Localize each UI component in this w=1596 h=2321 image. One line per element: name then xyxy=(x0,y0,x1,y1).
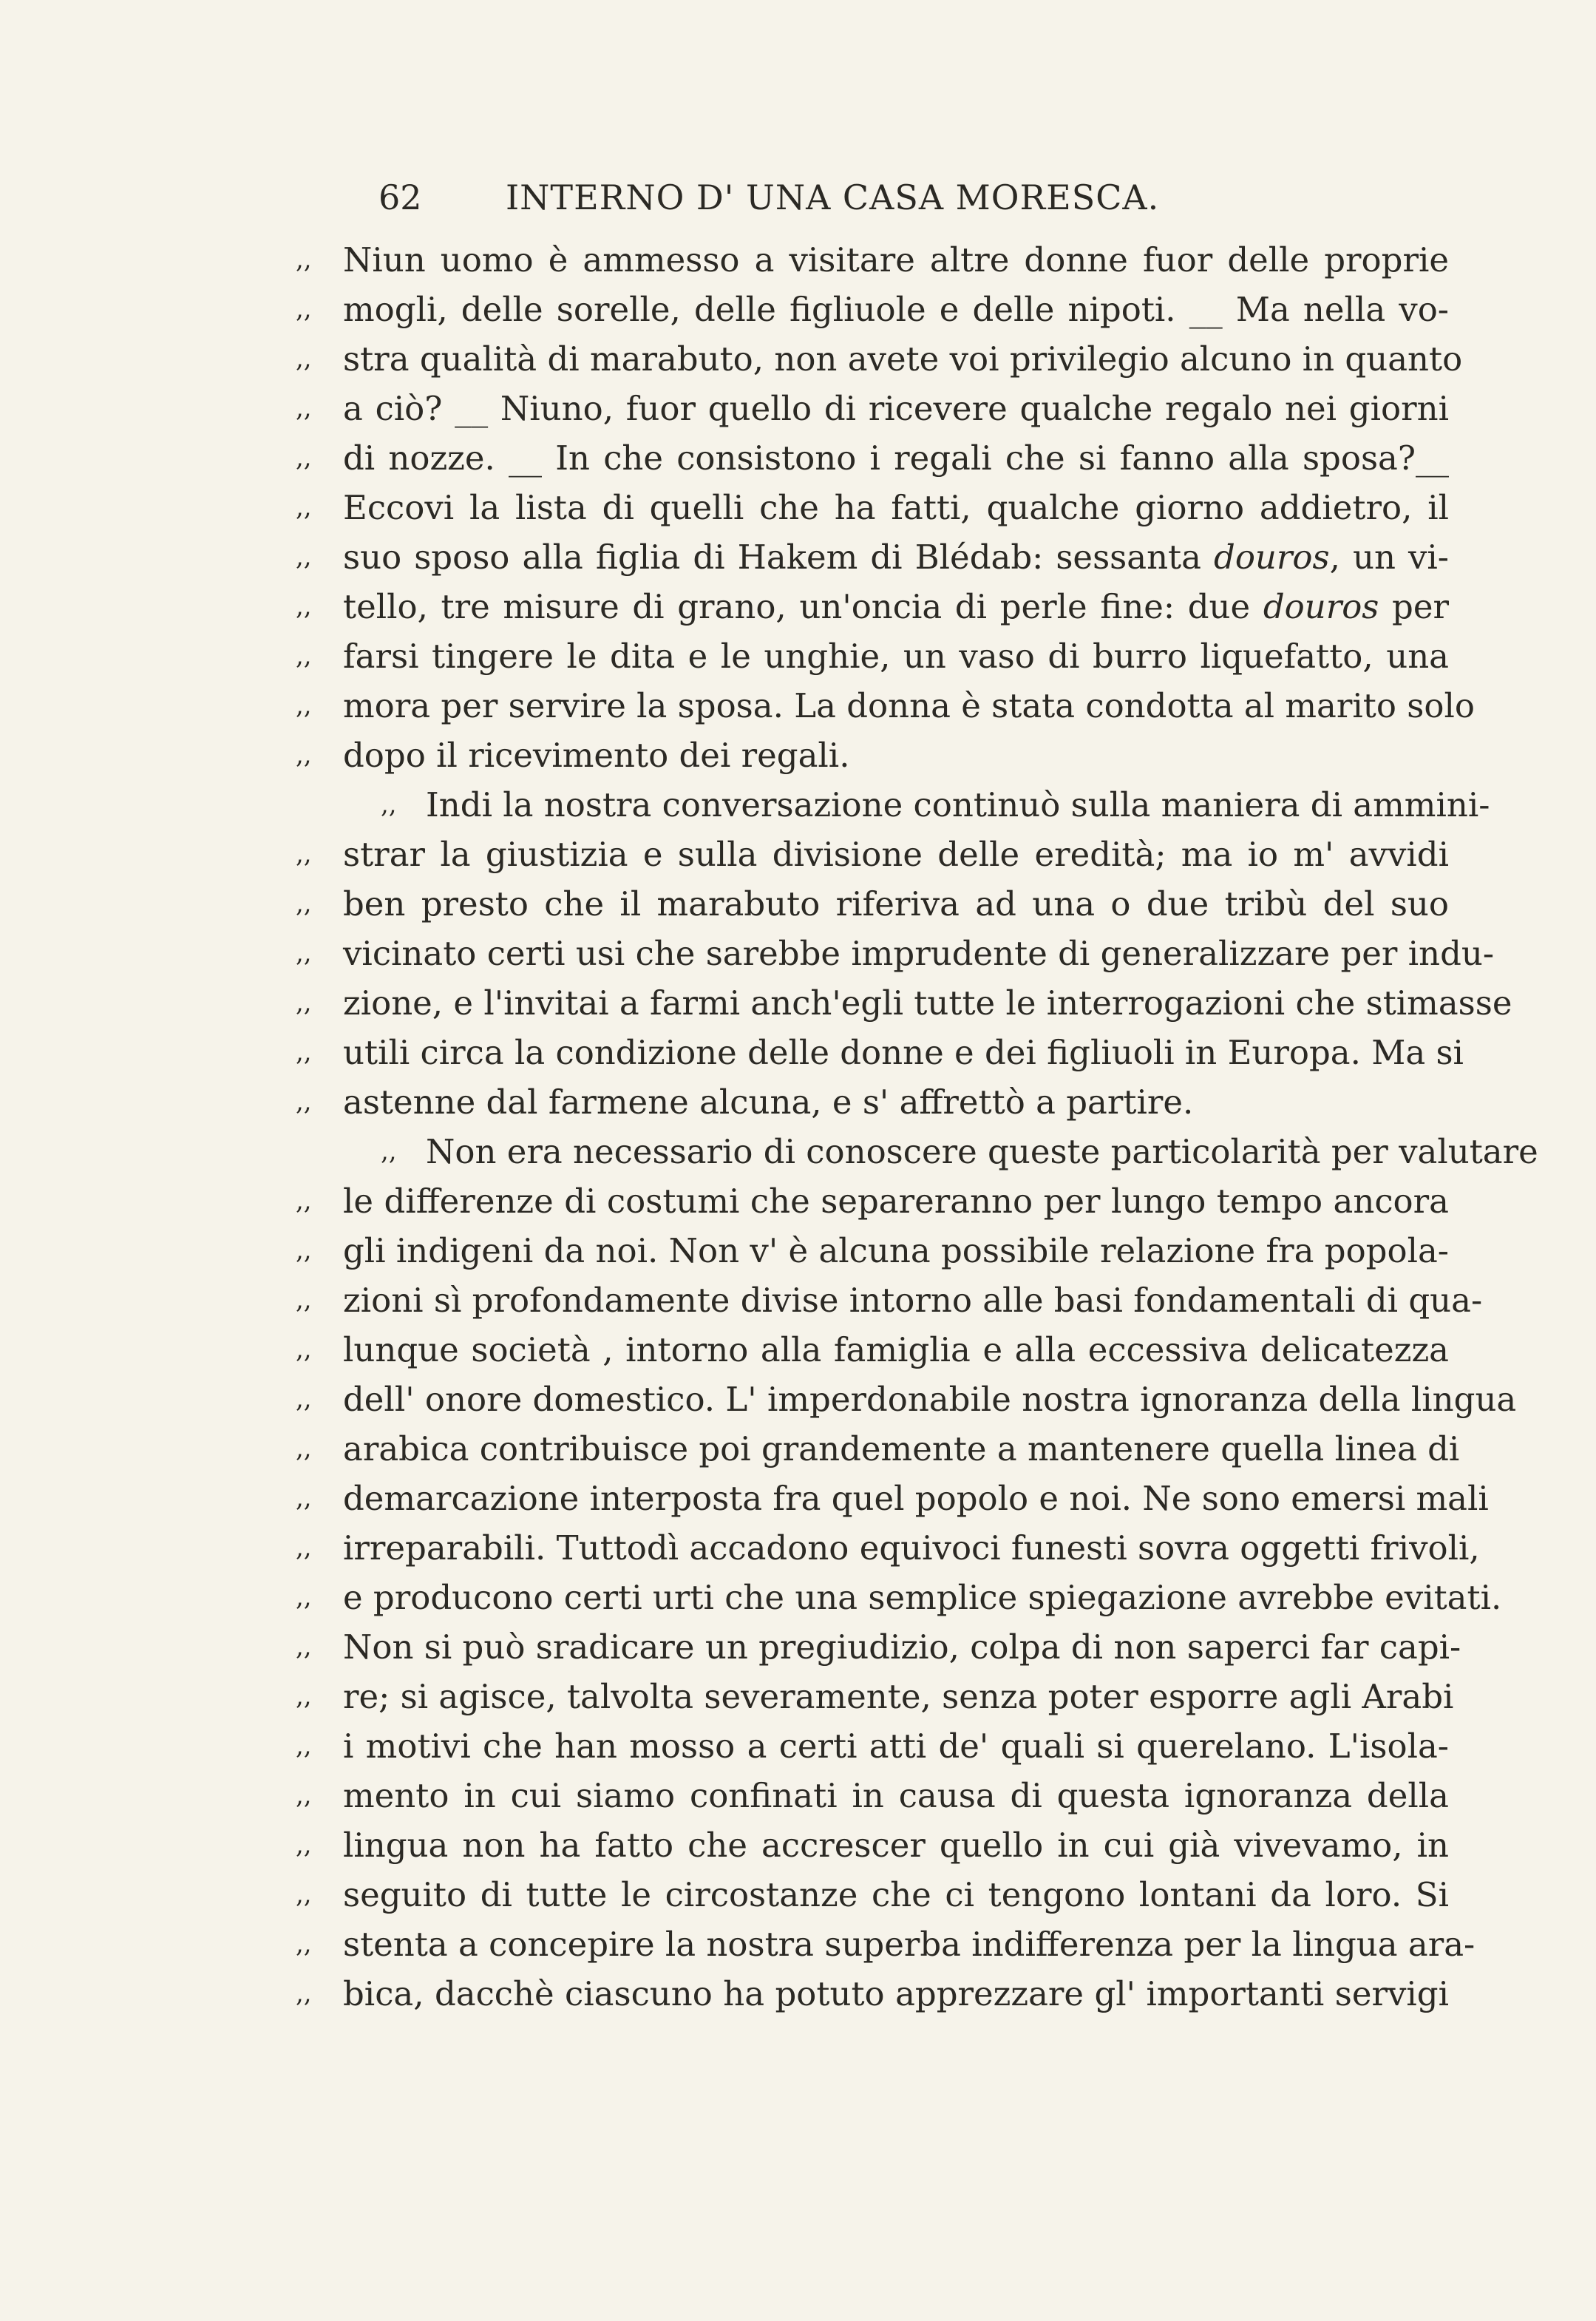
italic-term: douros xyxy=(1263,587,1379,626)
quote-mark: ,, xyxy=(296,1335,312,1364)
line-text: gli indigeni da noi. Non v' è alcuna possibile relazione fra popola- xyxy=(343,1231,1449,1270)
line-text: seguito di tutte le circostanze che ci tengono lontani da loro. Si xyxy=(343,1875,1449,1914)
italic-term: douros xyxy=(1214,538,1330,577)
text-line xyxy=(296,631,1449,681)
quote-mark: ,, xyxy=(296,344,312,373)
text-line xyxy=(296,1672,1454,1721)
quote-mark: ,, xyxy=(296,1780,312,1810)
quote-mark: ,, xyxy=(296,1681,312,1711)
line-text: stra qualità di marabuto, non avete voi privilegio alcuno in quanto xyxy=(343,339,1463,379)
quote-mark: ,, xyxy=(296,1533,312,1562)
text-line xyxy=(296,681,1475,731)
quote-mark: ,, xyxy=(296,1830,312,1860)
line-text: mogli, delle sorelle, delle figliuole e delle nipoti. __ Ma nella vo- xyxy=(343,290,1449,329)
line-text: arabica contribuisce poi grandemente a mantenere quella linea di xyxy=(343,1429,1460,1468)
page-number: 62 xyxy=(378,177,422,217)
line-text: e producono certi urti che una semplice spiegazione avrebbe evitati. xyxy=(343,1578,1502,1617)
text-line xyxy=(296,1622,1461,1672)
text-line xyxy=(296,1920,1476,1969)
text-line xyxy=(296,1573,1502,1622)
text-line xyxy=(296,235,1449,285)
text-line xyxy=(296,1275,1483,1325)
text-line xyxy=(296,1969,1449,2019)
line-text: Non era necessario di conoscere queste particolarità per valutare xyxy=(426,1132,1538,1171)
line-text: strar la giustizia e sulla divisione delle eredità; ma io m' avvidi xyxy=(343,835,1449,874)
quote-mark: ,, xyxy=(296,294,312,324)
text-line xyxy=(296,978,1512,1028)
quote-mark: ,, xyxy=(296,592,312,621)
line-text: astenne dal farmene alcuna, e s' affrettò a partire. xyxy=(343,1082,1194,1122)
quote-mark: ,, xyxy=(296,1087,312,1117)
text-line xyxy=(296,384,1449,433)
line-text: zioni sì profondamente divise intorno alle basi fondamentali di qua- xyxy=(343,1281,1483,1320)
line-text: di nozze. __ In che consistono i regali che si fanno alla sposa?__ xyxy=(343,438,1449,478)
text-line xyxy=(296,1375,1517,1424)
line-text: Niun uomo è ammesso a visitare altre donne fuor delle proprie xyxy=(343,240,1449,279)
quote-mark: ,, xyxy=(296,542,312,572)
line-text: farsi tingere le dita e le unghie, un vaso di burro liquefatto, una xyxy=(343,637,1449,676)
text-line xyxy=(296,929,1495,978)
body-text xyxy=(296,235,1538,2019)
line-text: Eccovi la lista di quelli che ha fatti, qualche giorno addietro, il xyxy=(343,488,1449,527)
line-text: re; si agisce, talvolta severamente, senza poter esporre agli Arabi xyxy=(343,1677,1454,1716)
text-line xyxy=(296,1325,1449,1375)
line-text: per xyxy=(1379,587,1449,626)
running-title: INTERNO D' UNA CASA MORESCA. xyxy=(506,177,1160,217)
quote-mark: ,, xyxy=(296,1929,312,1959)
text-line xyxy=(296,582,1449,631)
text-line xyxy=(296,1127,1538,1176)
line-text: mento in cui siamo confinati in causa di questa ignoranza della xyxy=(343,1776,1449,1815)
line-text: le differenze di costumi che separeranno per lungo tempo ancora xyxy=(343,1182,1449,1221)
quote-mark: ,, xyxy=(296,443,312,472)
text-line xyxy=(296,1820,1449,1870)
line-text: a ciò? __ Niuno, fuor quello di ricevere qualche regalo nei giorni xyxy=(343,389,1449,428)
quote-mark: ,, xyxy=(296,1384,312,1414)
text-line xyxy=(296,1028,1464,1077)
quote-mark: ,, xyxy=(296,1434,312,1463)
line-text: demarcazione interposta fra quel popolo e noi. Ne sono emersi mali xyxy=(343,1479,1489,1518)
text-line xyxy=(296,1077,1449,1127)
quote-mark: ,, xyxy=(296,393,312,423)
text-line xyxy=(296,1870,1449,1920)
line-text: , un vi- xyxy=(1329,538,1449,577)
quote-mark: ,, xyxy=(296,938,312,968)
quote-mark: ,, xyxy=(381,1136,397,1166)
text-line xyxy=(296,433,1449,483)
text-line xyxy=(296,879,1449,929)
line-text: dell' onore domestico. L' imperdonabile nostra ignoranza della lingua xyxy=(343,1380,1517,1419)
quote-mark: ,, xyxy=(296,1880,312,1909)
quote-mark: ,, xyxy=(296,839,312,869)
quote-mark: ,, xyxy=(296,740,312,770)
quote-mark: ,, xyxy=(296,1582,312,1612)
text-line xyxy=(296,334,1463,384)
quote-mark: ,, xyxy=(296,1037,312,1067)
line-text: i motivi che han mosso a certi atti de' quali si querelano. L'isola- xyxy=(343,1727,1449,1766)
quote-mark: ,, xyxy=(296,245,312,274)
quote-mark: ,, xyxy=(296,492,312,522)
quote-mark: ,, xyxy=(296,691,312,720)
quote-mark: ,, xyxy=(296,1236,312,1265)
line-text: suo sposo alla figlia di Hakem di Blédab: sessanta xyxy=(343,538,1215,577)
quote-mark: ,, xyxy=(381,790,397,819)
line-text: bica, dacchè ciascuno ha potuto apprezzare gl' importanti servigi xyxy=(343,1974,1449,2013)
quote-mark: ,, xyxy=(296,641,312,671)
quote-mark: ,, xyxy=(296,889,312,918)
text-line xyxy=(296,1226,1449,1275)
line-text: irreparabili. Tuttodì accadono equivoci funesti sovra oggetti frivoli, xyxy=(343,1528,1480,1568)
line-text: lunque società , intorno alla famiglia e alla eccessiva delicatezza xyxy=(343,1330,1449,1369)
text-line xyxy=(296,1721,1449,1771)
text-line xyxy=(296,483,1449,532)
quote-mark: ,, xyxy=(296,1632,312,1661)
line-text: vicinato certi usi che sarebbe imprudente di generalizzare per indu- xyxy=(343,934,1495,973)
line-text: zione, e l'invitai a farmi anch'egli tutte le interrogazioni che stimasse xyxy=(343,983,1512,1023)
quote-mark: ,, xyxy=(296,1186,312,1216)
line-text: tello, tre misure di grano, un'oncia di perle fine: due xyxy=(343,587,1263,626)
text-line xyxy=(296,1424,1460,1474)
text-line xyxy=(296,830,1449,879)
quote-mark: ,, xyxy=(296,1483,312,1513)
quote-mark: ,, xyxy=(296,988,312,1017)
quote-mark: ,, xyxy=(296,1979,312,2008)
line-text: Non si può sradicare un pregiudizio, colpa di non saperci far capi- xyxy=(343,1627,1461,1667)
line-text: Indi la nostra conversazione continuò sulla maniera di ammini- xyxy=(426,785,1490,824)
line-text: stenta a concepire la nostra superba indifferenza per la lingua ara- xyxy=(343,1925,1476,1964)
text-line xyxy=(296,1176,1449,1226)
text-line xyxy=(296,532,1449,582)
line-text: utili circa la condizione delle donne e dei figliuoli in Europa. Ma si xyxy=(343,1033,1464,1072)
text-line xyxy=(296,780,1490,830)
line-text: mora per servire la sposa. La donna è stata condotta al marito solo xyxy=(343,686,1475,725)
text-line xyxy=(296,1771,1449,1820)
quote-mark: ,, xyxy=(296,1285,312,1315)
text-line xyxy=(296,731,1449,780)
text-line xyxy=(296,1474,1489,1523)
line-text: lingua non ha fatto che accrescer quello in cui già vivevamo, in xyxy=(343,1826,1449,1865)
line-text: dopo il ricevimento dei regali. xyxy=(343,736,850,775)
text-line xyxy=(296,1523,1480,1573)
text-line xyxy=(296,285,1449,334)
quote-mark: ,, xyxy=(296,1731,312,1761)
line-text: ben presto che il marabuto riferiva ad una o due tribù del suo xyxy=(343,884,1449,924)
page-header xyxy=(378,177,1206,225)
